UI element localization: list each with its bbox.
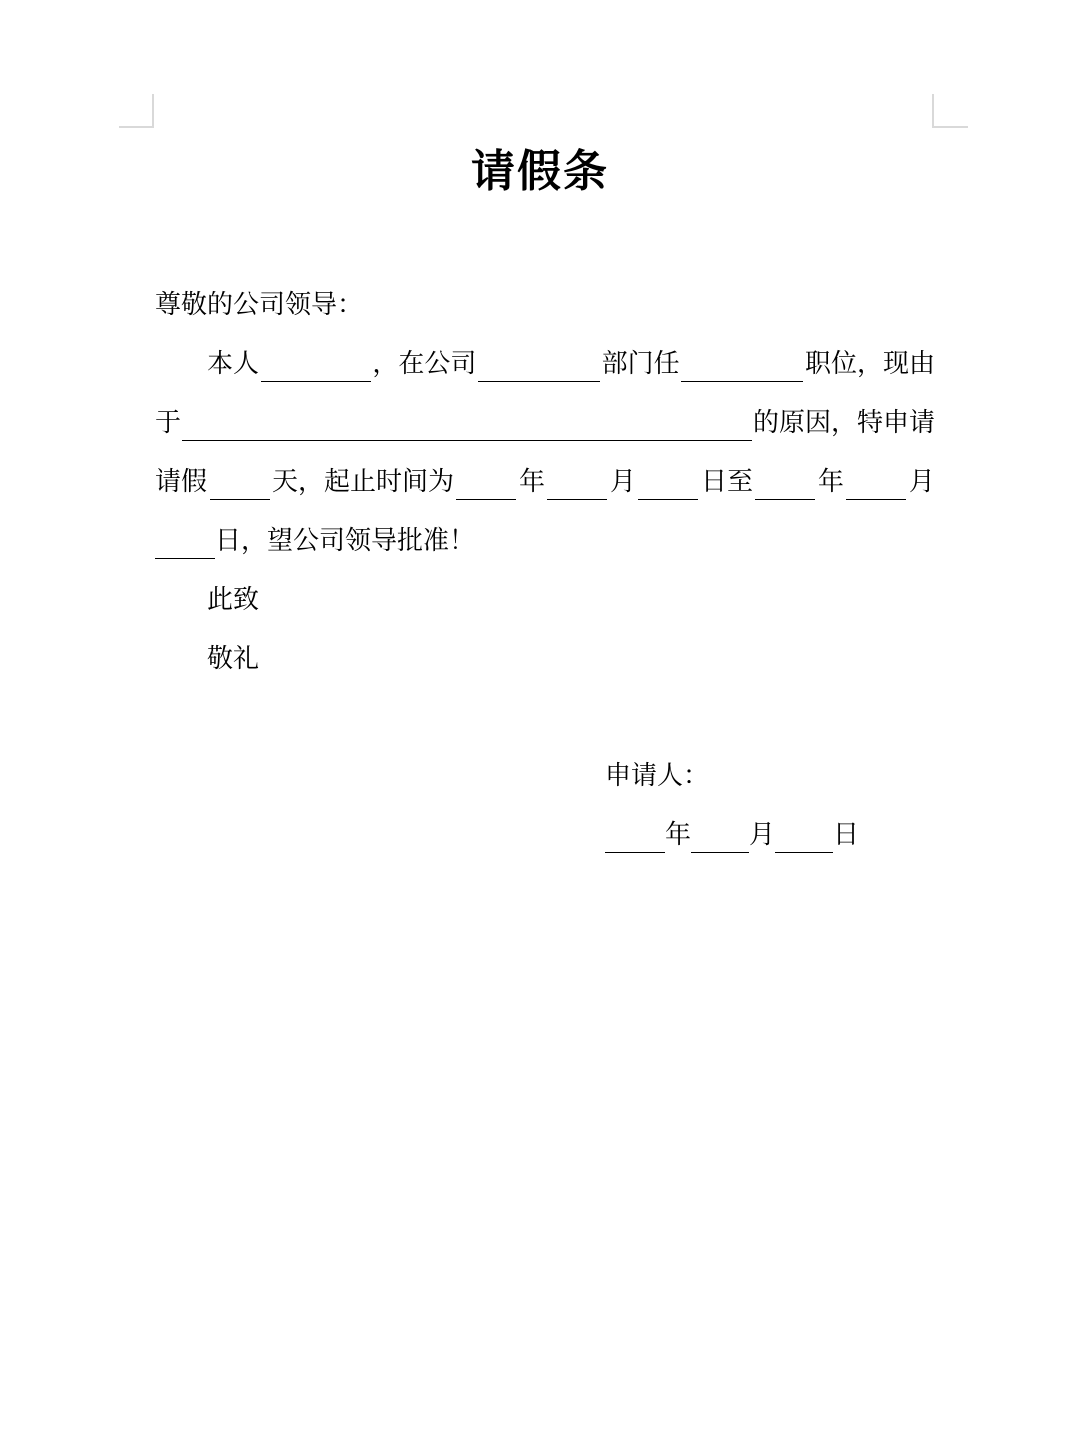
body-text: 本人 — [207, 349, 260, 379]
body-line-1 — [207, 346, 935, 382]
start-month-blank[interactable] — [547, 471, 607, 500]
start-day-blank[interactable] — [638, 471, 698, 500]
position-blank[interactable] — [681, 353, 803, 382]
name-blank[interactable] — [261, 353, 371, 382]
crop-mark-top-left-horizontal — [119, 126, 153, 128]
applicant-label: 申请人： — [605, 761, 710, 791]
crop-mark-top-right-horizontal — [934, 126, 968, 128]
body-text: 年 — [518, 467, 545, 497]
body-line-3 — [155, 464, 935, 500]
body-text: 请假 — [155, 467, 208, 497]
end-month-blank[interactable] — [846, 471, 906, 500]
signature-date — [605, 817, 925, 853]
sign-month-blank[interactable] — [691, 824, 749, 853]
body-text: 年 — [817, 467, 844, 497]
body-text: 部门任 — [601, 349, 680, 379]
start-year-blank[interactable] — [456, 471, 516, 500]
end-year-blank[interactable] — [755, 471, 815, 500]
sign-day-blank[interactable] — [775, 824, 833, 853]
body-text: 日至 — [700, 467, 753, 497]
days-blank[interactable] — [210, 471, 270, 500]
crop-mark-top-right-vertical — [932, 94, 934, 128]
sign-year-blank[interactable] — [605, 824, 665, 853]
salutation: 尊敬的公司领导： — [155, 290, 364, 320]
closing-1: 此致 — [207, 585, 260, 615]
reason-blank[interactable] — [182, 412, 752, 441]
document-title: 请假条 — [471, 146, 609, 197]
department-blank[interactable] — [478, 353, 600, 382]
body-text: 天，起止时间为 — [271, 467, 454, 497]
crop-mark-top-left-vertical — [152, 94, 154, 128]
body-text: 日，望公司领导批准！ — [215, 526, 476, 556]
body-text: 于 — [155, 408, 182, 438]
end-day-blank[interactable] — [155, 530, 215, 559]
body-text: 的原因，特申请 — [752, 408, 935, 438]
date-text: 月 — [749, 820, 776, 850]
date-text: 日 — [833, 820, 860, 850]
body-text: ，在公司 — [372, 349, 477, 379]
date-text: 年 — [665, 820, 692, 850]
body-text: 职位，现由 — [804, 349, 935, 379]
body-text: 月 — [609, 467, 636, 497]
body-line-4 — [155, 523, 935, 559]
body-line-2 — [155, 405, 935, 441]
closing-2: 敬礼 — [207, 644, 260, 674]
body-text: 月 — [908, 467, 935, 497]
